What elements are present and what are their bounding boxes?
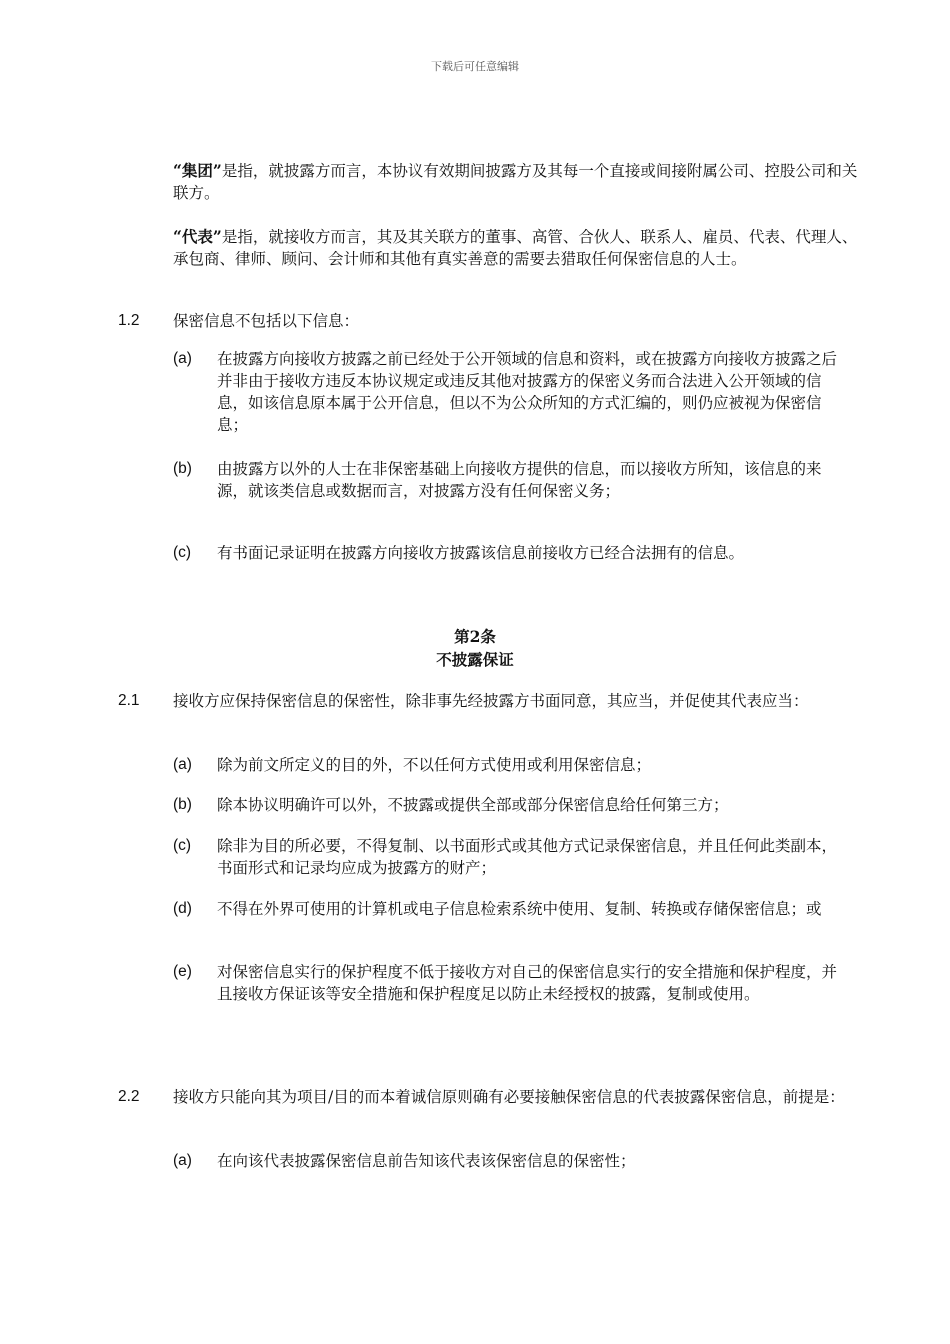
definition-term: “代表” (173, 227, 222, 246)
page-header: 下载后可任意编辑 (431, 60, 519, 73)
article-title: 第2条 (454, 627, 496, 646)
item-text: 对保密信息实行的保护程度不低于接收方对自己的保密信息实行的安全措施和保护程度，并且接收方保证该等安全措施和保护程度足以防止未经授权的披露，复制或使用。 (217, 963, 838, 1003)
item-label: (b) (173, 796, 192, 813)
item-label: (d) (173, 900, 192, 917)
definition-text: 是指，就接收方而言，其及其关联方的董事、高管、合伙人、联系人、雇员、代表、代理人、承包商、律师、顾问、会计师和其他有真实善意的需要去猎取任何保密信息的人士。 (173, 228, 858, 268)
item-text: 在披露方向接收方披露之前已经处于公开领域的信息和资料，或在披露方向接收方披露之后并非由于接收方违反本协议规定或违反其他对披露方的保密义务而合法进入公开领域的信息，如该信息原本属于公开信息，但以不为公众所知的方式汇编的，则仍应被视为保密信息； (217, 350, 838, 434)
definition-representative (173, 226, 863, 270)
item-text: 除为前文所定义的目的外，不以任何方式使用或利用保密信息； (217, 756, 652, 774)
item-text: 有书面记录证明在披露方向接收方披露该信息前接收方已经合法拥有的信息。 (217, 544, 745, 562)
clause-text: 接收方应保持保密信息的保密性，除非事先经披露方书面同意，其应当，并促使其代表应当： (173, 692, 809, 710)
definition-text: 是指，就披露方而言，本协议有效期间披露方及其每一个直接或间接附属公司、控股公司和关联方。 (173, 162, 858, 202)
clause-number: 2.2 (118, 1088, 140, 1105)
item-label: (a) (173, 1152, 192, 1169)
item-label: (a) (173, 350, 192, 367)
clause-text: 保密信息不包括以下信息： (173, 312, 360, 330)
definition-term: “集团” (173, 161, 222, 180)
definition-group (173, 160, 863, 204)
item-text: 在向该代表披露保密信息前告知该代表该保密信息的保密性； (217, 1152, 636, 1170)
clause-text: 接收方只能向其为项目/目的而本着诚信原则确有必要接触保密信息的代表披露保密信息，前提是： (173, 1088, 845, 1106)
item-label: (a) (173, 756, 192, 773)
item-text: 除本协议明确许可以外，不披露或提供全部或部分保密信息给任何第三方； (217, 796, 729, 814)
item-label: (b) (173, 460, 192, 477)
article-subtitle: 不披露保证 (436, 650, 514, 669)
item-text: 不得在外界可使用的计算机或电子信息检索系统中使用、复制、转换或存储保密信息；或 (217, 900, 822, 918)
item-text: 除非为目的所必要，不得复制、以书面形式或其他方式记录保密信息，并且任何此类副本，书面形式和记录均应成为披露方的财产； (217, 837, 838, 877)
clause-number: 1.2 (118, 312, 140, 329)
clause-number: 2.1 (118, 692, 140, 709)
item-text: 由披露方以外的人士在非保密基础上向接收方提供的信息，而以接收方所知，该信息的来源，就该类信息或数据而言，对披露方没有任何保密义务； (217, 460, 822, 500)
item-label: (c) (173, 837, 192, 854)
item-label: (c) (173, 544, 192, 561)
item-label: (e) (173, 963, 192, 980)
